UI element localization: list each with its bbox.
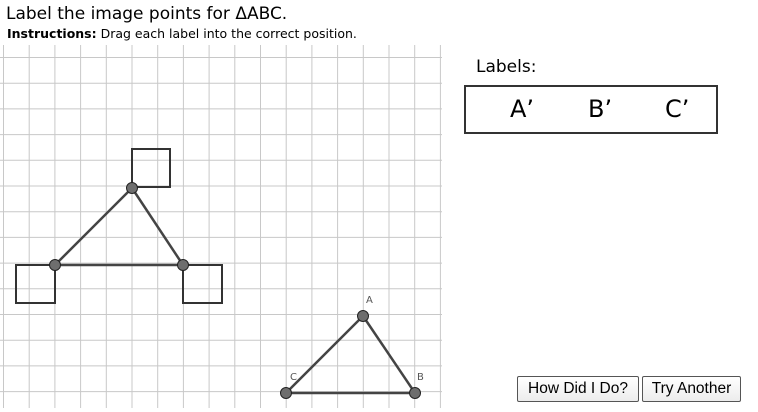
image-point-left xyxy=(50,260,61,271)
drop-box-right[interactable] xyxy=(183,265,222,303)
page-title: Label the image points for ΔABC. xyxy=(6,4,288,24)
instructions-text: Drag each label into the correct position. xyxy=(96,26,357,41)
image-point-top xyxy=(127,183,138,194)
triangle-abc xyxy=(281,295,425,399)
image-triangle xyxy=(16,149,222,303)
point-b xyxy=(410,388,421,399)
label-c: C xyxy=(290,372,297,383)
drag-label-b-prime[interactable]: B’ xyxy=(588,95,613,123)
try-another-button[interactable]: Try Another xyxy=(642,376,741,402)
labels-panel xyxy=(464,85,718,134)
label-b: B xyxy=(417,372,424,383)
labels-title: Labels: xyxy=(476,57,537,77)
point-a xyxy=(358,311,369,322)
image-segment-top-left xyxy=(55,188,132,265)
how-did-i-do-button[interactable]: How Did I Do? xyxy=(517,376,639,402)
drop-box-left[interactable] xyxy=(16,265,55,303)
image-point-right xyxy=(178,260,189,271)
drag-label-c-prime[interactable]: C’ xyxy=(665,95,690,123)
point-c xyxy=(281,388,292,399)
drop-box-top[interactable] xyxy=(132,149,170,187)
instructions-label: Instructions: xyxy=(7,26,97,41)
drag-label-a-prime[interactable]: A’ xyxy=(510,95,535,123)
segment-ac xyxy=(286,316,363,393)
label-a: A xyxy=(366,295,373,306)
grid xyxy=(0,45,442,408)
